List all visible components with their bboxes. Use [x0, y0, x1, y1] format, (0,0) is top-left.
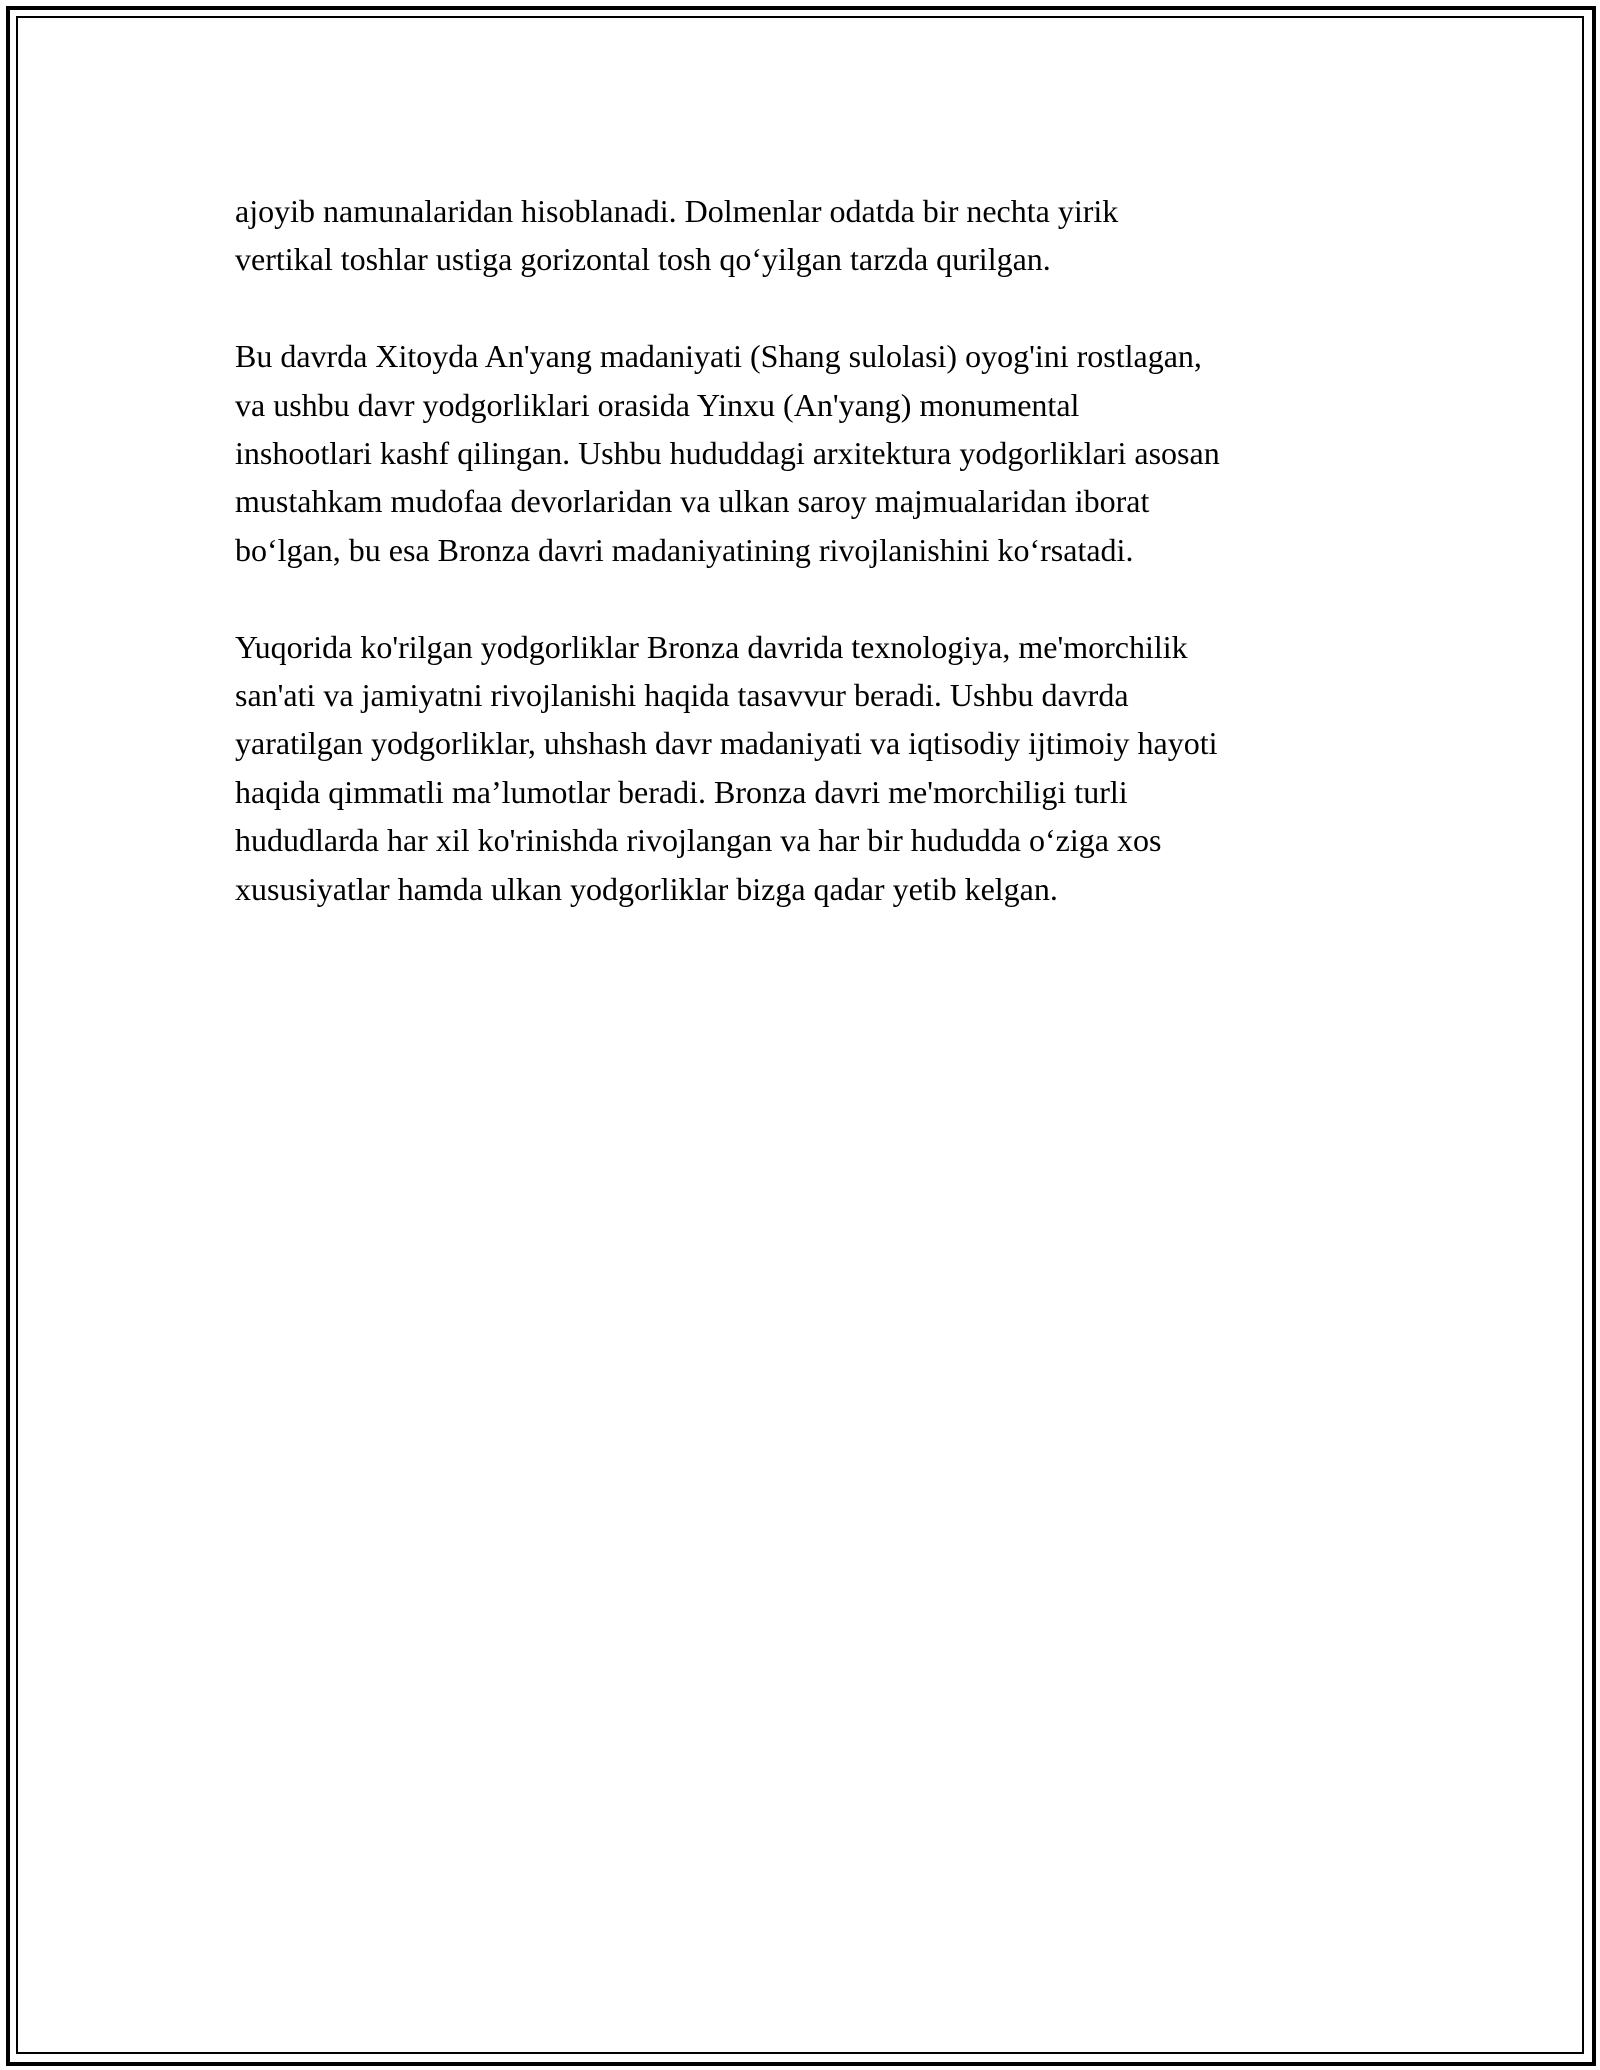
text-line: ajoyib namunalaridan hisoblanadi. Dolmenlar odatda bir nechta yirik [235, 193, 1119, 229]
text-line: san'ati va jamiyatni rivojlanishi haqida tasavvur beradi. Ushbu davrda [235, 677, 1129, 714]
text-line: Bu davrda Xitoyda An'yang madaniyati (Shang sulolasi) oyog'ini rostlagan, [235, 338, 1202, 375]
text-line: inshootlari kashf qilingan. Ushbu hududdagi arxitektura yodgorliklari asosan [235, 435, 1220, 472]
paragraph-anyang [235, 332, 1405, 574]
text-line: vertikal toshlar ustiga gorizontal tosh qo‘yilgan tarzda qurilgan. [235, 241, 1051, 278]
text-line: hududlarda har xil ko'rinishda rivojlangan va har bir hududda o‘ziga xos [235, 822, 1162, 859]
text-line: haqida qimmatli ma’lumotlar beradi. Bronza davri me'morchiligi turli [235, 773, 1128, 810]
text-line: yaratilgan yodgorliklar, uhshash davr madaniyati va iqtisodiy ijtimoiy hayoti [235, 725, 1218, 762]
paragraph-dolmens [235, 187, 1405, 284]
text-line: xususiyatlar hamda ulkan yodgorliklar bizga qadar yetib kelgan. [235, 870, 1058, 907]
text-line: Yuqorida ko'rilgan yodgorliklar Bronza davrida texnologiya, me'morchilik [235, 628, 1188, 665]
text-line: va ushbu davr yodgorliklari orasida Yinxu (An'yang) monumental [235, 386, 1080, 423]
text-line: bo‘lgan, bu esa Bronza davri madaniyatining rivojlanishini ko‘rsatadi. [235, 531, 1134, 568]
paragraph-conclusion [235, 623, 1405, 913]
text-line: mustahkam mudofaa devorlaridan va ulkan saroy majmualaridan iborat [235, 483, 1150, 520]
page-body [235, 187, 1405, 961]
